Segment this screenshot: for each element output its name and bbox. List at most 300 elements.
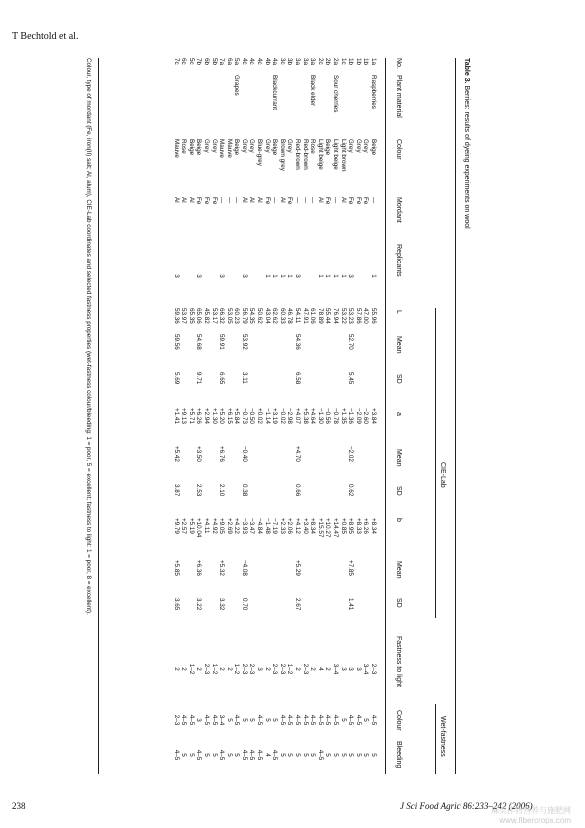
col-bleeding: Bleeding: [395, 741, 402, 769]
table-cell: [301, 334, 309, 372]
table-cell: [187, 446, 195, 484]
table-cell: [278, 598, 286, 634]
table-cell: −1.14: [263, 408, 271, 424]
table-cell: 54.36: [294, 334, 302, 350]
table-cell: Al: [248, 197, 256, 203]
table-cell: [233, 244, 241, 308]
table-cell: +5.71: [187, 408, 195, 424]
table-cell: 0.70: [240, 598, 248, 611]
table-cell: +4.11: [202, 518, 210, 534]
table-cell: +3.19: [271, 408, 279, 424]
table-cell: 6b: [202, 58, 210, 66]
table-cell: +8.34: [370, 518, 377, 534]
table-cell: 53.97: [180, 308, 188, 324]
table-cell: [210, 560, 218, 598]
table-cell: [225, 560, 233, 598]
table-cell: 65.06: [195, 308, 203, 324]
table-cell: Fe: [354, 197, 362, 205]
table-cell: +4.22: [233, 518, 241, 534]
table-cell: 4–5: [316, 749, 324, 761]
table-cell: [225, 334, 233, 372]
table-cell: 2c: [316, 58, 324, 65]
table-cell: 1: [263, 274, 271, 278]
table-row: [362, 58, 370, 774]
table-cell: Mauve: [172, 139, 180, 158]
table-cell: [195, 75, 203, 139]
table-cell: 4–5: [240, 749, 248, 761]
table-caption: [463, 58, 470, 229]
table-cell: 5: [278, 753, 286, 757]
table-cell: 5: [339, 753, 347, 757]
table-cell: +5.20: [218, 408, 226, 424]
table-cell: [339, 334, 347, 372]
table-cell: +0.02: [256, 408, 264, 424]
table-cell: 1–2: [233, 663, 241, 675]
table-cell: 5: [225, 753, 233, 757]
table-row: [301, 58, 309, 774]
table-cell: 59.36: [172, 308, 180, 324]
table-cell: 2–3: [172, 714, 180, 726]
table-cell: Beige: [187, 139, 195, 156]
table-cell: Beige: [271, 139, 279, 156]
table-cell: 1c: [339, 58, 347, 65]
table-cell: 55.44: [324, 308, 332, 324]
table-cell: [172, 75, 180, 139]
table-cell: 5: [202, 753, 210, 757]
table-cell: 5: [271, 718, 279, 722]
table-cell: 1a: [370, 58, 377, 66]
table-cell: 4–5: [324, 714, 332, 726]
table-cell: +4.07: [294, 408, 302, 424]
table-cell: [324, 560, 332, 598]
table-cell: Red-brown: [301, 139, 309, 170]
header-cielab: CIE-Lab: [439, 462, 446, 488]
table-cell: [225, 75, 233, 139]
table-cell: 3–4: [332, 663, 340, 675]
table-cell: 5a: [233, 58, 241, 66]
watermark-line-2: www.fibercrops.com: [499, 816, 571, 825]
table-cell: 54.35: [248, 308, 256, 324]
table-cell: 3: [240, 274, 248, 278]
table-cell: 1: [271, 274, 279, 278]
col-plant: Plant material: [395, 75, 402, 118]
table-cell: —: [225, 197, 233, 204]
table-cell: 5: [286, 753, 294, 757]
table-cell: [187, 560, 195, 598]
table-cell: −4.84: [256, 518, 264, 534]
table-cell: [316, 598, 324, 634]
table-cell: [362, 560, 370, 598]
table-cell: 4–5: [233, 714, 241, 726]
table-cell: Light beige: [316, 139, 324, 170]
table-cell: [248, 446, 256, 484]
table-cell: [233, 598, 241, 634]
table-cell: [233, 446, 241, 484]
table-cell: [233, 372, 241, 408]
table-cell: [187, 598, 195, 634]
table-cell: 2b: [324, 58, 332, 66]
table-cell: 1.41: [347, 598, 355, 611]
table-cell: [271, 372, 279, 408]
table-cell: Al: [180, 197, 188, 203]
table-cell: [210, 75, 218, 139]
table-cell: 3–4: [362, 663, 370, 675]
table-cell: Light brown: [339, 139, 347, 172]
table-cell: [362, 446, 370, 484]
table-cell: +7.85: [347, 560, 355, 576]
header-wet-fastness: Wet-fastness: [439, 716, 446, 757]
table-cell: [301, 244, 309, 308]
table-cell: Al: [316, 197, 324, 203]
table-cell: Beige: [324, 139, 332, 156]
table-cell: 5: [248, 718, 256, 722]
table-cell: Mauve: [218, 139, 226, 158]
table-cell: −4.08: [240, 560, 248, 576]
table-cell: Blue-grey: [256, 139, 264, 166]
table-cell: [362, 484, 370, 518]
table-cell: 43.04: [263, 308, 271, 324]
table-cell: [187, 372, 195, 408]
table-cell: 5: [324, 753, 332, 757]
table-cell: [180, 75, 188, 139]
table-cell: +1.35: [339, 408, 347, 424]
table-cell: 4–5: [180, 714, 188, 726]
table-cell: Brown grey: [278, 139, 286, 171]
table-cell: 54.11: [294, 308, 302, 324]
table-cell: Mauve: [225, 139, 233, 158]
table-cell: 4–5: [187, 714, 195, 726]
table-row: [347, 58, 355, 774]
table-cell: 2.10: [218, 484, 226, 497]
table-cell: [202, 244, 210, 308]
table-cell: −0.50: [248, 408, 256, 424]
table-cell: [256, 244, 264, 308]
table-cell: —: [370, 197, 377, 204]
table-cell: −1.48: [263, 518, 271, 534]
table-cell: [271, 334, 279, 372]
table-cell: [187, 484, 195, 518]
table-cell: +2.94: [202, 408, 210, 424]
table-cell: [202, 598, 210, 634]
table-cell: −2.60: [362, 408, 370, 424]
table-cell: 5: [263, 718, 271, 722]
table-cell: Grey: [354, 139, 362, 153]
table-cell: [369, 446, 377, 484]
table-cell: +9.05: [218, 518, 226, 534]
table-cell: 3.87: [172, 484, 180, 497]
table-cell: —: [332, 197, 340, 204]
table-cell: 3.32: [218, 598, 226, 611]
table-cell: [339, 446, 347, 484]
table-row: [218, 58, 226, 774]
table-cell: [331, 598, 339, 634]
col-sd-L: SD: [395, 374, 402, 384]
table-cell: 62.62: [271, 308, 279, 324]
table-cell: [271, 446, 279, 484]
table-cell: +4.70: [294, 446, 302, 462]
table-cell: 5: [225, 718, 233, 722]
table-cell: [225, 372, 233, 408]
table-cell: +6.76: [218, 446, 226, 462]
table-cell: 61.06: [309, 308, 317, 324]
table-cell: [248, 334, 256, 372]
table-cell: −1.36: [347, 408, 355, 424]
table-cell: [256, 334, 264, 372]
table-cell: 53.22: [339, 308, 347, 324]
table-cell: 1: [286, 274, 294, 278]
table-cell: —: [309, 197, 317, 204]
table-cell: Rose: [309, 139, 317, 154]
table-row: [331, 58, 339, 774]
table-cell: 0.62: [347, 484, 355, 497]
table-cell: [263, 75, 271, 139]
table-cell: Fe: [362, 197, 370, 205]
table-cell: 5: [210, 753, 218, 757]
table-cell: 3: [347, 274, 355, 278]
table-cell: Fe: [347, 197, 355, 205]
table-cell: 4–5: [278, 714, 286, 726]
table-cell: 4a: [271, 58, 279, 66]
table-cell: 7b: [195, 58, 203, 66]
table-cell: [225, 598, 233, 634]
col-L: L: [395, 310, 402, 314]
table-cell: [286, 446, 294, 484]
table-cell: 66.32: [218, 308, 226, 324]
table-row: [187, 58, 195, 774]
table-cell: —: [233, 197, 241, 204]
table-cell: [369, 334, 377, 372]
table-cell: 5c: [187, 58, 195, 65]
table-cell: [301, 372, 309, 408]
table-cell: 3a: [301, 58, 309, 66]
table-cell: [286, 334, 294, 372]
table-cell: [369, 484, 377, 518]
table-cell: Fe: [286, 197, 294, 205]
table-cell: +10.04: [195, 518, 203, 538]
table-cell: 1: [324, 274, 332, 278]
table-cell: [362, 75, 370, 139]
table-cell: Blackcurrant: [271, 75, 279, 110]
table-cell: Light beige: [332, 139, 340, 170]
table-cell: [263, 372, 271, 408]
table-cell: [331, 484, 339, 518]
table-cell: +6.26: [195, 408, 203, 424]
table-cell: +10.27: [324, 518, 332, 538]
table-cell: [187, 75, 195, 139]
table-cell: [248, 244, 256, 308]
table-cell: 3.65: [172, 598, 180, 611]
table-cell: 1–2: [187, 663, 195, 675]
table-cell: [248, 598, 256, 634]
table-cell: 4–5: [370, 714, 377, 726]
table-cell: [309, 598, 317, 634]
table-cell: [309, 446, 317, 484]
table-cell: Grey: [240, 139, 248, 153]
table-cell: 5: [354, 753, 362, 757]
table-cell: Red-brown: [294, 139, 302, 170]
table-cell: +2.06: [286, 518, 294, 534]
table-cell: Fe: [195, 197, 203, 205]
table-cell: [293, 75, 301, 139]
rotated-table: [82, 58, 470, 774]
table-cell: [187, 334, 195, 372]
table-cell: 3: [339, 667, 347, 671]
table-cell: 1: [339, 274, 347, 278]
table-cell: [286, 598, 294, 634]
table-cell: 2: [172, 667, 180, 671]
table-row: [210, 58, 218, 774]
col-replicants: Replicants: [395, 244, 402, 277]
table-cell: [301, 598, 309, 634]
table-row: [324, 58, 332, 774]
table-cell: +8.34: [309, 518, 317, 534]
table-row: [202, 58, 210, 774]
table-cell: 5: [294, 753, 302, 757]
table-cell: [301, 484, 309, 518]
table-cell: [362, 372, 370, 408]
table-cell: 3a: [294, 58, 302, 66]
table-cell: [233, 334, 241, 372]
table-cell: 5: [339, 718, 347, 722]
table-cell: 5.45: [347, 372, 355, 385]
col-sd-a: SD: [395, 486, 402, 496]
table-cell: [324, 372, 332, 408]
table-cell: 3: [195, 274, 203, 278]
table-cell: [278, 334, 286, 372]
table-cell: [309, 244, 317, 308]
table-cell: +9.13: [180, 408, 188, 424]
table-cell: 3: [256, 667, 264, 671]
table-cell: 4–5: [301, 714, 309, 726]
table-cell: Al: [240, 197, 248, 203]
table-cell: [316, 334, 324, 372]
table-cell: —: [294, 197, 302, 204]
table-cell: 6.58: [294, 372, 302, 385]
table-row: [278, 58, 286, 774]
table-cell: 2.67: [294, 598, 302, 611]
table-cell: [286, 484, 294, 518]
table-cell: +5.85: [172, 560, 180, 576]
table-cell: 2a: [332, 58, 340, 66]
table-cell: 5b: [210, 58, 218, 66]
table-cell: 4–5: [347, 714, 355, 726]
table-cell: 2: [309, 667, 317, 671]
table-cell: [202, 560, 210, 598]
watermark: [491, 806, 571, 826]
table-cell: 4–5: [332, 714, 340, 726]
table-cell: 3–4: [218, 714, 226, 726]
table-cell: —: [301, 197, 309, 204]
table-cell: [180, 598, 188, 634]
bottom-rule: [98, 58, 99, 774]
table-cell: Sour cherries: [332, 75, 340, 113]
table-row: [172, 58, 180, 774]
table-cell: 1b: [362, 58, 370, 66]
table-cell: 5: [240, 718, 248, 722]
table-cell: +3.50: [195, 446, 203, 462]
table-cell: 1–2: [210, 663, 218, 675]
table-row: [339, 58, 347, 774]
table-row: [180, 58, 188, 774]
table-cell: [256, 446, 264, 484]
table-cell: [331, 372, 339, 408]
table-cell: 1: [316, 274, 324, 278]
table-cell: [369, 372, 377, 408]
table-cell: [263, 334, 271, 372]
table-cell: 52.70: [347, 334, 355, 350]
table-cell: +4.64: [309, 408, 317, 424]
table-cell: [248, 372, 256, 408]
table-cell: 3: [347, 667, 355, 671]
table-cell: [301, 75, 309, 139]
table-cell: 2–3: [271, 663, 279, 675]
table-cell: 59.91: [218, 334, 226, 350]
table-cell: 2: [195, 667, 203, 671]
table-row: [195, 58, 203, 774]
table-cell: Fe: [263, 197, 271, 205]
table-cell: 2–3: [202, 663, 210, 675]
table-cell: 60.23: [233, 308, 241, 324]
table-cell: +9.79: [172, 518, 180, 534]
table-cell: 3b: [286, 58, 294, 66]
table-cell: 1–2: [286, 663, 294, 675]
table-cell: —: [218, 197, 226, 204]
col-b: b: [395, 518, 402, 522]
table-cell: 1: [278, 274, 286, 278]
table-cell: [210, 598, 218, 634]
table-cell: [354, 244, 362, 308]
table-cell: [339, 560, 347, 598]
cielab-rule: [435, 308, 436, 618]
table-cell: −0.02: [278, 408, 286, 424]
table-cell: 56.79: [240, 308, 248, 324]
table-cell: [316, 372, 324, 408]
table-cell: 2: [218, 667, 226, 671]
table-cell: [233, 560, 241, 598]
table-cell: 54.68: [195, 334, 203, 350]
watermark-line-1: 麻类作物营养与施肥网: [491, 806, 571, 815]
table-cell: +14.47: [332, 518, 340, 538]
table-cell: 4–5: [202, 714, 210, 726]
table-cell: 2: [263, 667, 271, 671]
table-cell: Grey: [248, 139, 256, 153]
table-cell: [263, 598, 271, 634]
table-cell: [210, 372, 218, 408]
col-a: a: [395, 412, 402, 416]
table-cell: +3.40: [301, 518, 309, 534]
table-cell: +4.92: [210, 518, 218, 534]
table-cell: [225, 446, 233, 484]
running-header: [12, 31, 78, 42]
table-cell: [331, 560, 339, 598]
table-cell: 0.38: [240, 484, 248, 497]
table-cell: 53.92: [240, 334, 248, 350]
table-row: [233, 58, 241, 774]
table-cell: Fe: [202, 197, 210, 205]
table-cell: [248, 75, 256, 139]
table-cell: 57.86: [354, 308, 362, 324]
table-cell: Grapes: [233, 75, 241, 96]
table-cell: [180, 484, 188, 518]
table-cell: [210, 446, 218, 484]
table-cell: Grey: [202, 139, 210, 153]
table-cell: 5: [233, 753, 241, 757]
table-cell: +3.84: [370, 408, 377, 424]
table-cell: 4–5: [316, 714, 324, 726]
table-cell: [233, 484, 241, 518]
table-cell: 5: [301, 753, 309, 757]
table-cell: +5.42: [172, 446, 180, 462]
